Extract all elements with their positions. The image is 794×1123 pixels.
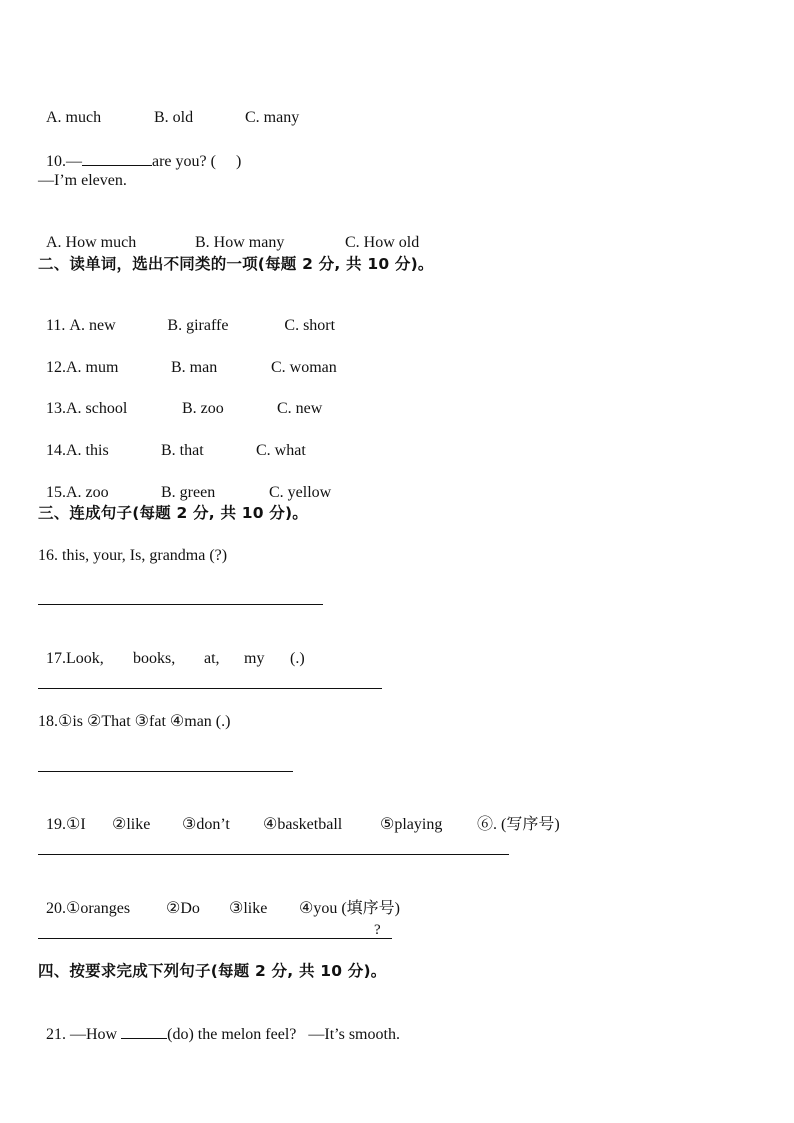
q17-word-1: Look, bbox=[66, 650, 104, 667]
q9-option-b: B. old bbox=[154, 109, 194, 126]
q16-prompt: 16. this, your, Is, grandma (?) bbox=[38, 547, 228, 564]
q17-word-5: (.) bbox=[290, 650, 305, 667]
q13-option-b: B. zoo bbox=[182, 400, 224, 417]
q19-word-6: ⑥. (写序号) bbox=[477, 816, 560, 833]
q9-option-a: A. much bbox=[46, 109, 102, 126]
q12-option-a: A. mum bbox=[66, 359, 119, 376]
q20-word-4: ④you (填序号) bbox=[299, 900, 401, 917]
q21-suffix: (do) the melon feel? —It’s smooth. bbox=[167, 1026, 400, 1043]
q16-answer-line[interactable] bbox=[38, 604, 323, 605]
q18-answer-line[interactable] bbox=[38, 771, 293, 772]
q19-prompt bbox=[38, 795, 560, 835]
q19-word-1: ①I bbox=[66, 816, 86, 833]
q19-answer-line[interactable] bbox=[38, 854, 509, 855]
q10-response: —I’m eleven. bbox=[38, 172, 127, 189]
q20-answer-line[interactable] bbox=[38, 938, 392, 939]
q11-number: 11. bbox=[46, 317, 70, 334]
q18-prompt: 18.①is ②That ③fat ④man (.) bbox=[38, 713, 231, 730]
q17-number: 17. bbox=[46, 650, 66, 667]
q20-number: 20. bbox=[46, 900, 66, 917]
q12-row bbox=[38, 338, 337, 378]
q10-prefix: 10.— bbox=[46, 153, 82, 170]
section4-title: 四、按要求完成下列句子(每题 2 分, 共 10 分)。 bbox=[38, 962, 387, 980]
q15-row bbox=[38, 463, 331, 503]
q15-number: 15. bbox=[46, 484, 66, 501]
q14-row bbox=[38, 421, 306, 461]
q17-word-2: books, bbox=[133, 650, 176, 667]
q9-options bbox=[38, 88, 299, 128]
q21-question bbox=[38, 1003, 400, 1045]
section3-title: 三、连成句子(每题 2 分, 共 10 分)。 bbox=[38, 504, 308, 522]
q21-answer-blank[interactable] bbox=[121, 1023, 167, 1039]
q13-option-a: A. school bbox=[66, 400, 128, 417]
q10-option-a: A. How much bbox=[46, 234, 137, 251]
q10-answer-blank bbox=[82, 150, 152, 166]
q20-prompt bbox=[38, 879, 400, 919]
q14-option-c: C. what bbox=[256, 442, 306, 459]
q20-end-mark: ? bbox=[374, 922, 381, 938]
q13-number: 13. bbox=[46, 400, 66, 417]
q11-row bbox=[38, 296, 335, 336]
q20-word-2: ②Do bbox=[166, 900, 200, 917]
q11-option-b: B. giraffe bbox=[167, 317, 229, 334]
q17-answer-line[interactable] bbox=[38, 688, 382, 689]
q10-option-b: B. How many bbox=[195, 234, 285, 251]
q21-prefix: 21. —How bbox=[46, 1026, 122, 1043]
q12-option-b: B. man bbox=[171, 359, 218, 376]
q10-option-c: C. How old bbox=[345, 234, 420, 251]
q19-word-3: ③don’t bbox=[182, 816, 230, 833]
q14-option-b: B. that bbox=[161, 442, 204, 459]
q17-word-4: my bbox=[244, 650, 265, 667]
q10-suffix: are you? ( ) bbox=[152, 153, 242, 170]
q20-word-1: ①oranges bbox=[66, 900, 131, 917]
q10-options bbox=[38, 213, 419, 253]
section2-title: 二、读单词，选出不同类的一项(每题 2 分, 共 10 分)。 bbox=[38, 255, 434, 273]
q19-number: 19. bbox=[46, 816, 66, 833]
q11-option-a: A. new bbox=[69, 317, 116, 334]
q14-option-a: A. this bbox=[66, 442, 109, 459]
q19-word-4: ④basketball bbox=[263, 816, 343, 833]
q12-option-c: C. woman bbox=[271, 359, 337, 376]
q17-word-3: at, bbox=[204, 650, 220, 667]
q17-prompt bbox=[38, 629, 305, 669]
q13-option-c: C. new bbox=[277, 400, 323, 417]
q14-number: 14. bbox=[46, 442, 66, 459]
q15-option-c: C. yellow bbox=[269, 484, 332, 501]
q19-word-5: ⑤playing bbox=[380, 816, 443, 833]
q19-word-2: ②like bbox=[112, 816, 151, 833]
q10-question bbox=[38, 130, 241, 172]
q12-number: 12. bbox=[46, 359, 66, 376]
q9-option-c: C. many bbox=[245, 109, 300, 126]
q11-option-c: C. short bbox=[284, 317, 336, 334]
q20-word-3: ③like bbox=[229, 900, 268, 917]
q15-option-a: A. zoo bbox=[66, 484, 109, 501]
q13-row bbox=[38, 379, 322, 419]
q15-option-b: B. green bbox=[161, 484, 216, 501]
